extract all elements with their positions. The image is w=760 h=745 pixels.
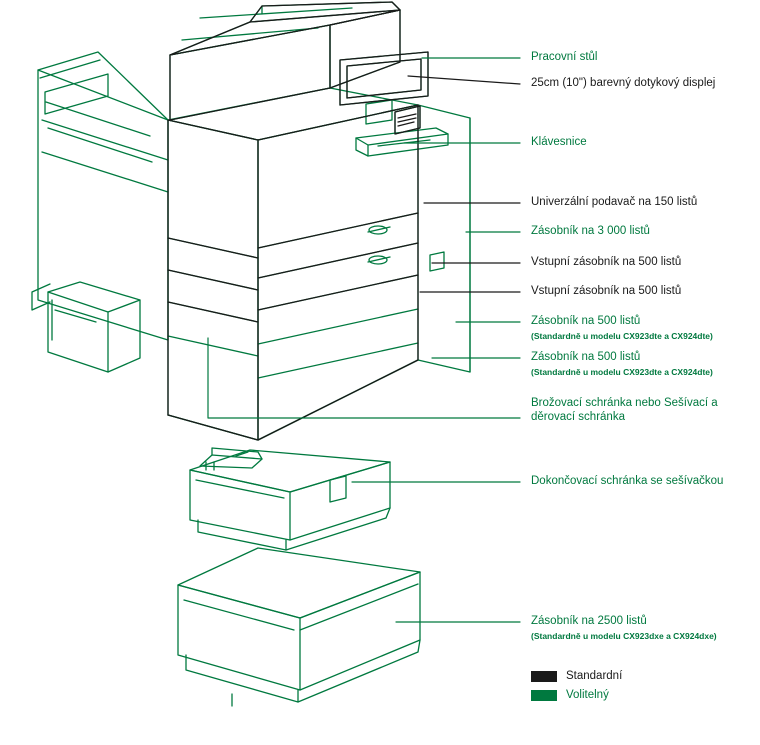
- callout-multipurpose-feeder: [531, 195, 697, 209]
- callout-keyboard: [531, 135, 587, 149]
- callout-staple-finisher-label: Dokončovací schránka se sešívačkou: [531, 475, 724, 487]
- callout-input-tray-500-a-label: Vstupní zásobník na 500 listů: [531, 256, 682, 268]
- printer-standard-highlights: [168, 2, 428, 440]
- tray-2500-art: [178, 548, 420, 706]
- callout-tray-500-b: [531, 350, 713, 379]
- callout-keyboard-label: Klávesnice: [531, 136, 587, 148]
- callout-tray-2500-note: (Standardně u modelu CX923dxe a CX924dxe): [531, 631, 717, 641]
- callout-booklet-finisher: [531, 396, 718, 424]
- callout-booklet-finisher-label: Brožovací schránka nebo Sešívací a: [531, 397, 718, 409]
- legend-row-optional: [531, 687, 731, 703]
- callout-staple-finisher: [531, 474, 723, 488]
- legend-label-optional: Volitelný: [566, 689, 609, 701]
- callout-work-table-label: Pracovní stůl: [531, 51, 598, 63]
- staple-finisher-art: [190, 448, 390, 550]
- callout-booklet-finisher-label-line2: děrovací schránka: [531, 411, 625, 423]
- legend-swatch-optional: [531, 690, 557, 701]
- callout-tray-500-a-note: (Standardně u modelu CX923dte a CX924dte): [531, 331, 713, 341]
- callout-work-table: [531, 50, 597, 64]
- callout-input-tray-500-b: [531, 284, 681, 298]
- legend-row-standard: [531, 668, 731, 684]
- callout-tray-500-b-label: Zásobník na 500 listů: [531, 351, 641, 363]
- callout-touch-display: [531, 76, 715, 90]
- callout-input-tray-500-b-label: Vstupní zásobník na 500 listů: [531, 285, 682, 297]
- callout-tray-500-a: [531, 314, 713, 343]
- callout-tray-500-a-label: Zásobník na 500 listů: [531, 315, 641, 327]
- legend-swatch-standard: [531, 671, 557, 682]
- callout-multipurpose-feeder-label: Univerzální podavač na 150 listů: [531, 196, 698, 208]
- callout-tray-3000: [531, 224, 650, 238]
- callout-tray-2500-label: Zásobník na 2500 listů: [531, 615, 647, 627]
- legend-label-standard: Standardní: [566, 670, 623, 682]
- callout-tray-500-b-note: (Standardně u modelu CX923dte a CX924dte): [531, 367, 713, 377]
- callout-tray-2500: [531, 614, 717, 643]
- printer-main-body: [32, 2, 470, 440]
- legend: [531, 668, 731, 706]
- callout-tray-3000-label: Zásobník na 3 000 listů: [531, 225, 650, 237]
- callout-input-tray-500-a: [531, 255, 681, 269]
- callout-touch-display-label: 25cm (10") barevný dotykový displej: [531, 77, 716, 89]
